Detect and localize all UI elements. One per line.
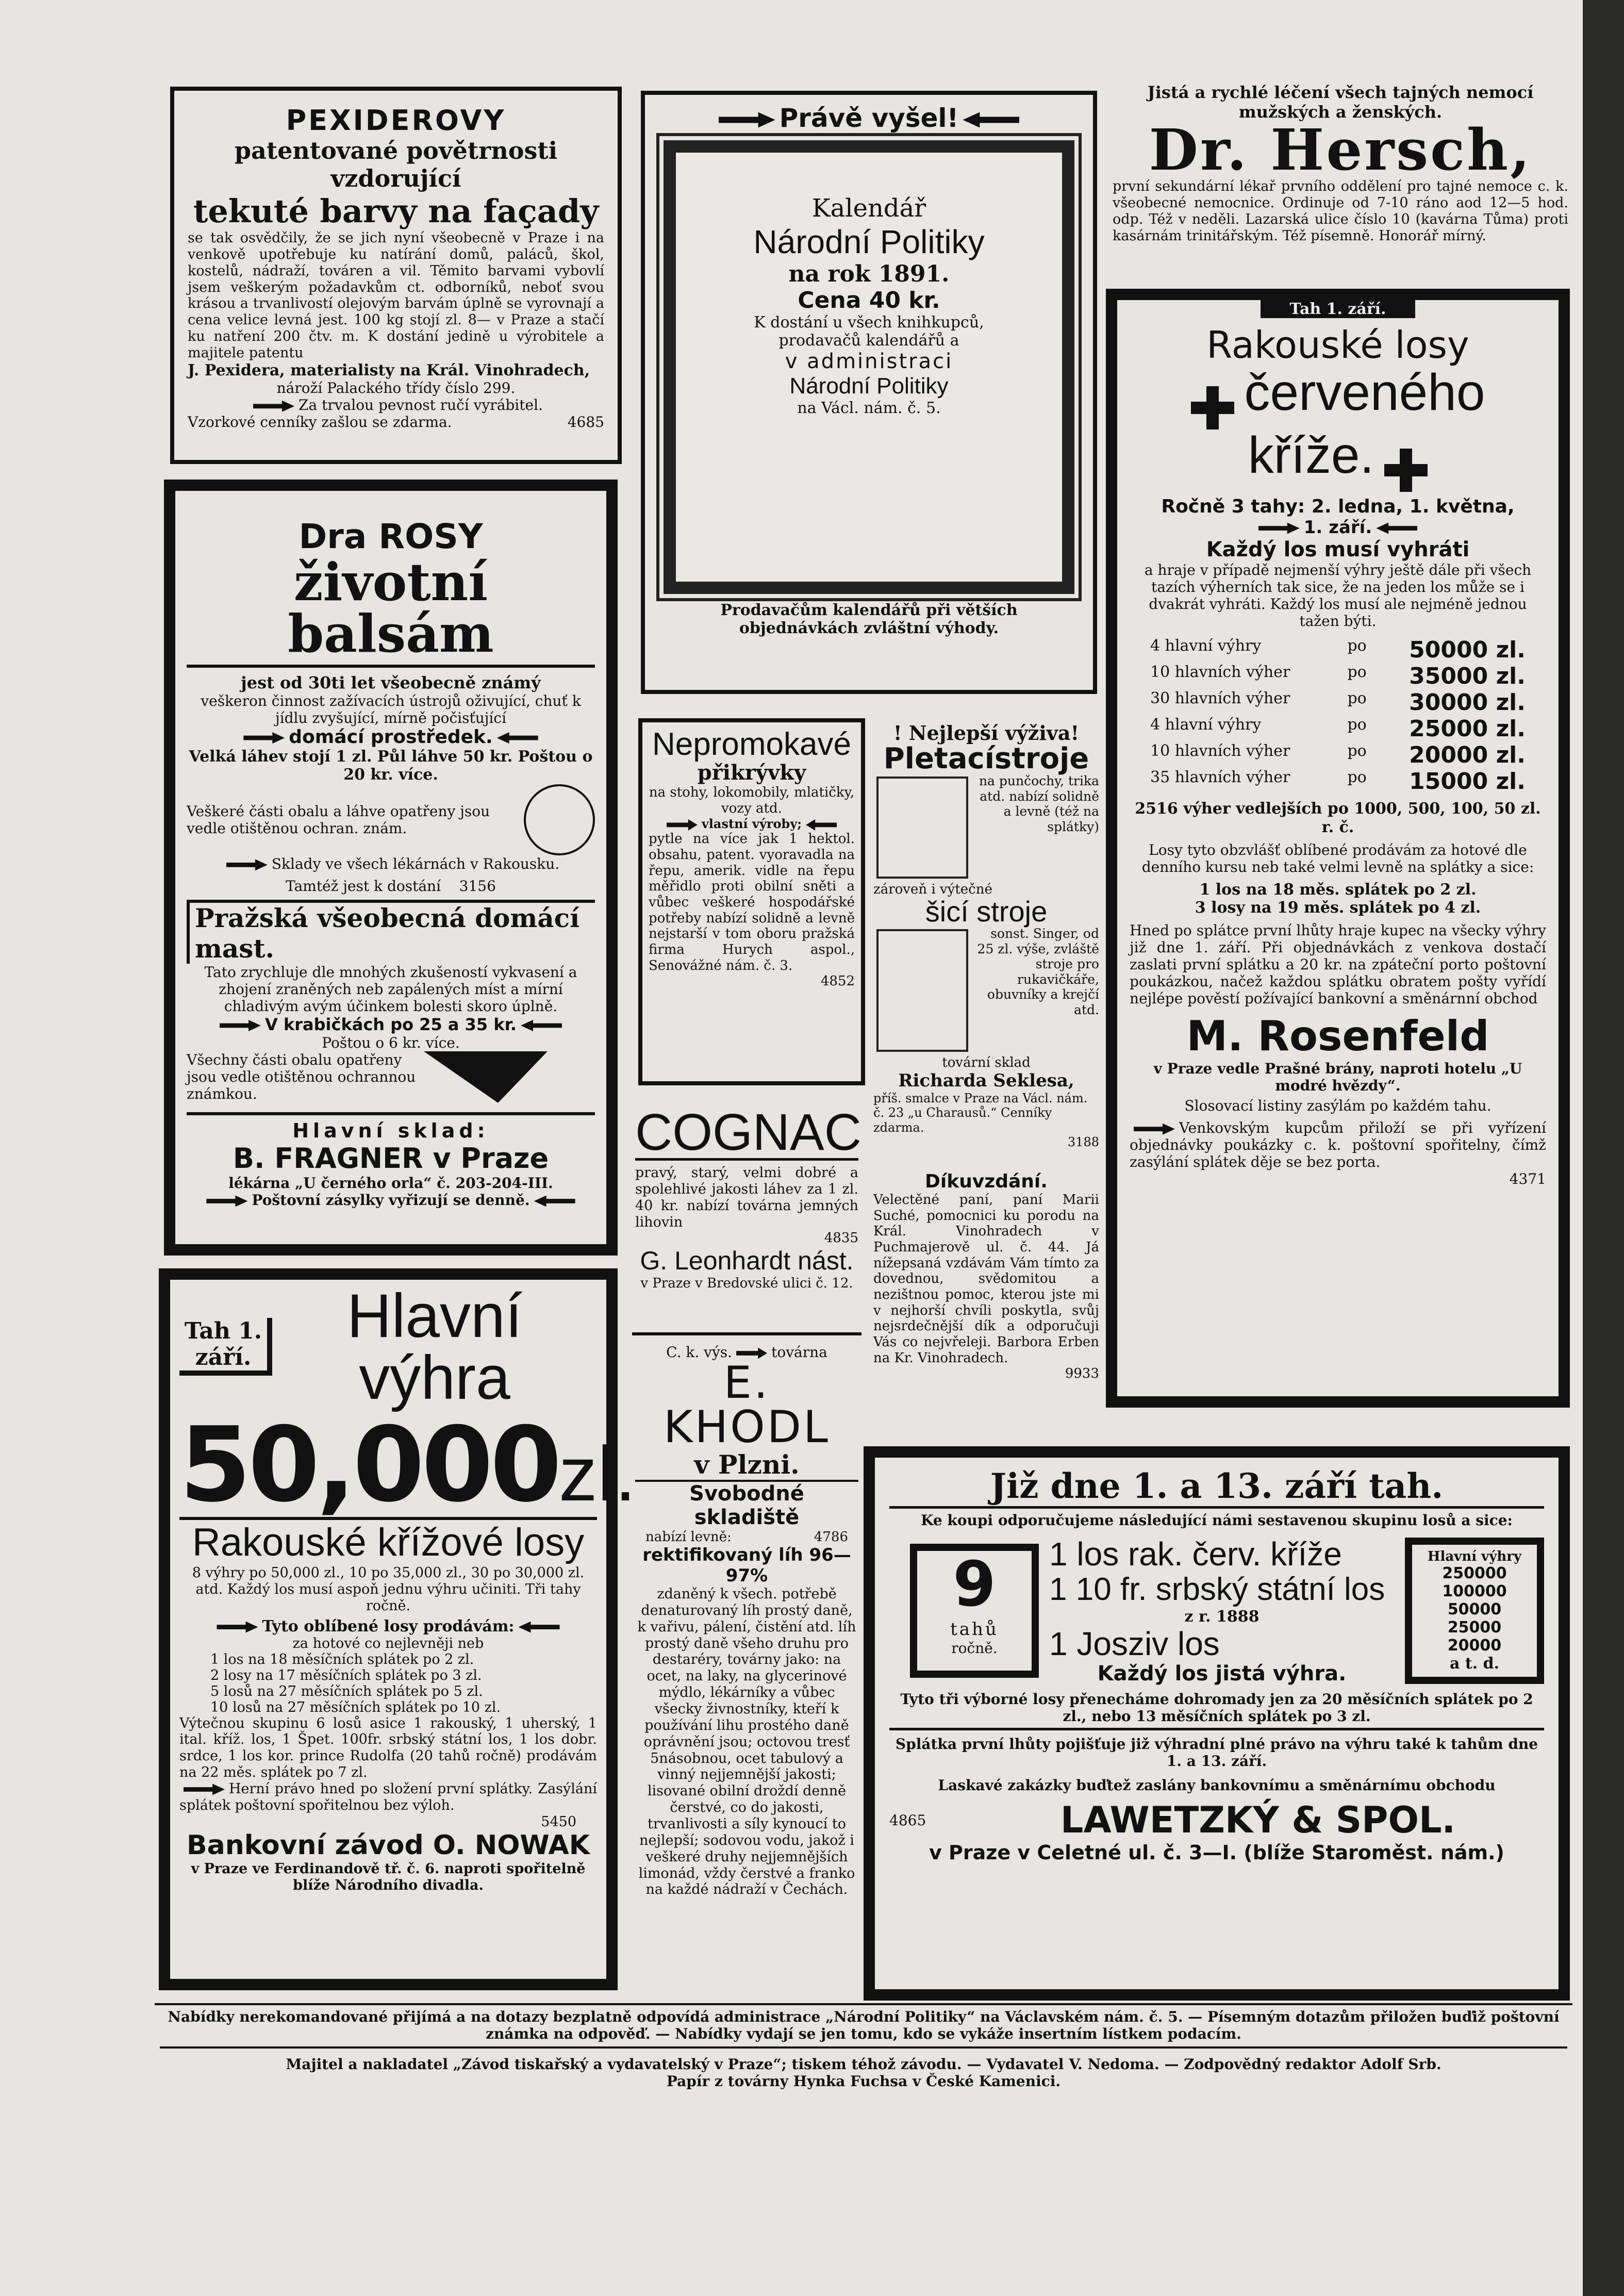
footer-line-3: Papír z továrny Hynka Fuchsa v České Kamenici. — [666, 2073, 1061, 2090]
rakouske-tab: Tah 1. září. — [1261, 300, 1415, 318]
pletaci-top: ! Nejlepší výživa! — [893, 721, 1080, 745]
nepro-title-2: přikrývky — [697, 761, 806, 785]
kalendar-line-6: v administraci — [785, 350, 953, 373]
pointing-hand-icon — [497, 732, 538, 744]
kalendar-ad — [641, 91, 1097, 694]
pointing-hand-icon — [206, 1195, 247, 1207]
cognac-ad — [632, 1103, 861, 1335]
lawetzky-number: 4865 — [889, 1811, 926, 1829]
rakouske-line-6: 1 los na 18 měs. splátek po 2 zl. — [1199, 880, 1477, 899]
rakouske-line-8: Hned po splátce první lhůty hraje kupec na všecky výhry již dne 1. září. Při objednávkách z venkova dostačí zaslati první splátku a 20 kr. na zpáteční porto poštovní poukázkou, načež každou splátku obratem pošty vyřídí nejlépe pověstí požívající bankovní a směnárnní obchod — [1130, 921, 1546, 1007]
pletaci-body-1: na punčochy, trika atd. nabízí solidně a levně (též na splátky) — [979, 773, 1099, 834]
page-footer — [155, 2003, 1572, 2117]
prize-label: 35 hlavních výher — [1150, 768, 1290, 787]
nepromokave-ad — [638, 718, 865, 1085]
pexider-subtitle-1: patentované povětrnosti vzdorující — [234, 137, 558, 192]
prize-po: po — [1347, 742, 1367, 761]
prize-label: 4 hlavní výhry — [1150, 637, 1262, 655]
nepro-tag: vlastní výroby; — [701, 816, 802, 832]
pexider-body: se tak osvědčily, že se jich nyní všeobecně v Praze i na venkově upotřebuje ku natírání domů, paláců, škol, kostelů, nádraží, továren a vil. Těmito barvami vybovlí jsem veškerým požadavkům ct. odborníků, neboť svou krásou a trvanlivostí olejovým barvám úplně se vyrovnají a cena velice levná jest. 100 kg stojí zl. 8— v Praze a stačí ku natření 200 čtv. m. K dostání jedině u výrobitele a majitele patentu — [188, 230, 604, 361]
pletaci-body-4: tovární sklad — [942, 1055, 1031, 1070]
kalendar-line-3: na rok 1891. — [788, 261, 950, 287]
prize-po: po — [1347, 768, 1367, 787]
knitting-machine-illustration — [876, 777, 968, 879]
lawetzky-line-4: Laskavé zakázky buďtež zaslány bankovnímu a směnárnímu obchodu — [938, 1777, 1496, 1794]
rakouske-line-5: Losy tyto obzvlášť oblíbené prodávám za hotové dle denního kursu neb také velmi levně na splátky a sice: — [1141, 841, 1534, 876]
pexider-maker: J. Pexidera, materialisty na Král. Vinohradech, — [188, 361, 590, 379]
rosy-mast-post: Poštou o 6 kr. více. — [322, 1034, 460, 1051]
rakouske-title-2: červeného kříže. — [1244, 364, 1485, 484]
pointing-hand-icon — [521, 1020, 562, 1031]
rakouske-line-10: Slosovací listiny zasýlám po každém tahu. — [1184, 1097, 1492, 1115]
rosy-post: Poštovní zásylky vyřizují se denně. — [252, 1191, 530, 1209]
tah-amount: 50,000 — [179, 1405, 559, 1525]
pexider-samples: Vzorkové cenníky zašlou se zdarma. — [188, 414, 452, 431]
rosy-sklad: Hlavní sklad: — [292, 1119, 489, 1142]
lawetzky-line-2: Tyto tři výborné losy přenecháme dohromady jen za 20 měsíčních splátek po 2 zl., nebo 13 měsíčních splátek po 3 zl. — [889, 1691, 1544, 1730]
pointing-hand-icon — [220, 1020, 261, 1031]
tah-currency: zl. — [558, 1430, 636, 1517]
lawetzky-address: v Praze v Celetné ul. č. 3—I. (blíže Staroměst. nám.) — [929, 1841, 1504, 1864]
rakouske-line-1b: 1. září. — [1303, 517, 1372, 538]
rakouske-title-1: Rakouské losy — [1206, 323, 1469, 367]
kalendar-ornamental-frame — [664, 140, 1074, 594]
rosy-mast-title: Pražská všeobecná domácí mast. — [187, 900, 595, 964]
prize-row — [1150, 742, 1526, 768]
tah-tab: Tah 1. září. — [179, 1318, 272, 1376]
lawetzky-ad — [864, 1446, 1570, 2001]
pointing-hand-icon — [667, 819, 698, 831]
hlavni-vyhry-value: 20000 — [1447, 1637, 1502, 1655]
pointing-hand-icon — [719, 112, 775, 128]
dikuvzdani-title: Díkuvzdání. — [925, 1171, 1048, 1192]
lawetzky-item-2: 1 10 fr. srbský státní los — [1049, 1572, 1385, 1608]
khodl-body: zdaněný k všech. potřebě denaturovaný líh prostý daně, k vařivu, pálení, čistění atd. líh prostý daně všeho druhu pro destaréry, továrny jako: na ocet, na laky, na glycerinové mýdlo, lékárníky a vůbec všecky živnostníky, kteří k používání lihu prostého daně oprávnění jsou; octovou tresť 5násobnou, ocet tabulový a vinný nejjemnější jakosti; lisované obilní droždí denně čerstvé, co do jakosti, trvanlivosti a síly kynoucí to nejlepší; sodovou vodu, jakož i veškeré druhy nejjemnějších limonád, vždy čerstvé a franko na každé nádraží v Čechách. — [637, 1586, 856, 1898]
rosy-line-7-number: 3156 — [459, 877, 496, 895]
pexider-number: 4685 — [567, 414, 604, 431]
pointing-hand-icon — [534, 1195, 575, 1207]
pointing-hand-icon — [243, 732, 285, 744]
prize-value: 50000 zl. — [1409, 637, 1526, 664]
pletaci-name: Richarda Seklesa, — [898, 1070, 1074, 1091]
khodl-prefix: C. k. výs. — [666, 1344, 733, 1361]
prize-label: 4 hlavní výhry — [1150, 716, 1262, 734]
rakouske-losy-ad — [1106, 289, 1570, 1408]
rosy-lekarna: lékárna „U černého orla“ č. 203-204-III. — [228, 1174, 553, 1192]
pletaci-number: 3188 — [1067, 1134, 1099, 1149]
khodl-prefix-2: továrna — [771, 1344, 827, 1361]
eagle-trademark-icon — [524, 784, 595, 855]
red-cross-icon — [1191, 386, 1234, 430]
nepro-body-1: na stohy, lokomobily, mlatičky, vozy atd. — [649, 785, 855, 816]
pointing-hand-icon — [217, 1622, 258, 1633]
rosy-fragner: B. FRAGNER v Praze — [233, 1142, 549, 1175]
lawetzky-title: Již dne 1. a 13. září tah. — [990, 1466, 1444, 1506]
cognac-address: v Praze v Bredovské ulici č. 12. — [640, 1276, 853, 1292]
cognac-title: COGNAC — [635, 1103, 861, 1161]
rakouske-line-3: a hraje v případě nejmenší výhry ještě dále při všech tazích výherních tak sice, že na jeden los může se i dvakrát vyhráti. Každý los musí ale nejméně jednou tažen býti. — [1144, 561, 1532, 630]
tahu-label: tahů — [950, 1619, 999, 1640]
prize-row — [1150, 689, 1526, 716]
khodl-number: 4786 — [814, 1529, 848, 1545]
prize-row — [1150, 768, 1526, 795]
hlavni-vyhry-value: 25000 — [1447, 1618, 1502, 1637]
khodl-line-2: rektifikovaný líh 96—97% — [642, 1545, 851, 1586]
kalendar-line-5: K dostání u všech knihkupců, prodavačů kalendářů a — [754, 313, 984, 350]
prize-value: 20000 zl. — [1409, 742, 1526, 769]
rakouske-line-7: 3 losy na 19 měs. splátek po 4 zl. — [1195, 898, 1481, 917]
prize-row — [1150, 716, 1526, 742]
footer-line-2: Majitel a nakladatel „Závod tiskařský a vydavatelský v Praze“; tiskem téhož závodu. — Vydavatel V. Nedoma. — Zodpovědný redaktor Adolf Srb. — [286, 2056, 1441, 2073]
nepro-number: 4852 — [820, 973, 855, 989]
pletaci-title-1: Pletacístroje — [883, 742, 1089, 775]
prize-po: po — [1347, 663, 1367, 682]
prize-row — [1150, 663, 1526, 689]
tah-rate-row: 10 losů na 27 měsíčních splátek po 10 zl. — [210, 1699, 501, 1715]
tah-title: Hlavní výhra — [346, 1281, 523, 1412]
rosy-line-4: Velká láhev stojí 1 zl. Půl láhve 50 kr. Poštou o 20 kr. více. — [189, 748, 593, 784]
rosy-line-2: veškeron činnost zažívacích ústrojů oživující, chuť k jídlu zvyšující, mírně počisťující — [201, 692, 581, 727]
rocne-label: ročně. — [951, 1640, 998, 1657]
prize-label: 10 hlavních výher — [1150, 663, 1290, 682]
hersch-top: Jistá a rychlé léčení všech tajných nemocí mužských a ženských. — [1147, 82, 1534, 122]
tahu-count: 9 — [953, 1549, 996, 1621]
tah-number: 5450 — [541, 1813, 576, 1830]
pointing-hand-icon — [253, 401, 294, 412]
pointing-hand-icon — [1258, 523, 1300, 534]
tah-line-5: Herní právo hned po složení první splátky. Zasýlání splátek poštovní spořitelnou bez výloh. — [179, 1781, 597, 1813]
prize-label: 10 hlavních výher — [1150, 742, 1290, 761]
prize-value: 15000 zl. — [1409, 768, 1526, 795]
lawetzky-item-1: 1 los rak. červ. kříže — [1049, 1535, 1342, 1573]
lawetzky-item-3: 1 Josziv los — [1049, 1625, 1220, 1662]
pletaci-body-3: sonst. Singer, od 25 zl. výše, zvláště stroje pro rukavičkáře, obuvníky a krejčí atd. — [977, 926, 1099, 1017]
khodl-store: Svobodné skladiště — [635, 1480, 858, 1529]
kalendar-footer: Prodavačům kalendářů při větších objednávkách zvláštní výhody. — [720, 601, 1018, 637]
lawetzky-line-1: Ke koupi odporučujeme následující námi sestavenou skupinu losů a sice: — [889, 1506, 1544, 1529]
khodl-city: v Plzni. — [694, 1449, 800, 1480]
pointing-hand-icon — [226, 859, 268, 870]
hlavni-vyhry-value: 100000 — [1442, 1582, 1507, 1601]
prize-table — [1130, 637, 1546, 795]
prize-label: 30 hlavních výher — [1150, 689, 1290, 708]
prize-value: 35000 zl. — [1409, 663, 1526, 690]
tah-line-3: za hotové co nejlevněji neb — [292, 1635, 484, 1651]
hersch-name: Dr. Hersch, — [1149, 117, 1532, 183]
pointing-hand-icon — [806, 819, 837, 831]
khodl-name: E. KHODL — [664, 1357, 830, 1453]
lawetzky-item-2b: z r. 1888 — [1184, 1607, 1260, 1626]
kalendar-line-8: na Václ. nám. č. 5. — [797, 399, 941, 417]
tah-address: v Praze ve Ferdinandově tř. č. 6. naproti spořitelně blíže Národního divadla. — [191, 1860, 586, 1893]
pletaci-body-2: zároveň i výtečné — [873, 882, 992, 897]
pexider-subtitle-2: tekuté barvy na façady — [193, 192, 599, 230]
rosy-title-1: Dra ROSY — [299, 517, 483, 556]
hersch-ad — [1108, 77, 1572, 268]
hlavni-vyhry-box — [1405, 1538, 1544, 1684]
tah-line-4: Výtečnou skupinu 6 losů asice 1 rakouský, 1 uherský, 1 ital. kříž. los, 1 Špet. 100fr. srbský státní los, 1 los dobr. srdce, 1 los kor. prince Rudolfa (20 tahů ročně) prodávám na 22 měs. splátek po 7 zl. — [179, 1715, 597, 1781]
pexider-guarantee: Za trvalou pevnost ručí vyrábitel. — [299, 397, 543, 414]
tah-bank: Bankovní závod O. NOWAK — [186, 1829, 590, 1861]
kalendar-line-1: Kalendář — [811, 194, 926, 223]
dikuvzdani-number: 9933 — [1065, 1366, 1099, 1382]
rakouske-line-1: Ročně 3 tahy: 2. ledna, 1. května, — [1161, 496, 1515, 517]
rakouske-line-2: Každý los musí vyhráti — [1206, 538, 1470, 561]
prize-po: po — [1347, 689, 1367, 708]
pointing-hand-icon — [1134, 1124, 1175, 1135]
kalendar-line-2: Národní Politiky — [753, 223, 985, 260]
prize-row — [1150, 637, 1526, 663]
cognac-body: pravý, starý, velmi dobré a spolehlivé jakosti láhev za 1 zl. 40 kr. nabízí továrna jemných lihovin — [635, 1165, 858, 1230]
tah-line-2: Tyto oblíbené losy prodávám: — [262, 1617, 515, 1636]
hlavni-vyhry-value: 250000 — [1442, 1564, 1507, 1583]
hersch-body: první sekundární lékař prvního oddělení pro tajné nemoce c. k. všeobecné nemocnice. Ordinuje od 7-10 ráno aod 12—5 hod. odp. Též v neděli. Lazarská ulice číslo 10 (kavárna Tůma) proti kasárnám trinitářským. Též písemně. Honorář mírný. — [1113, 178, 1568, 244]
nepro-body-2: pytle na více jak 1 hektol. obsahu, patent. vyoravadla na řepu, amerik. vidle na řepu měřidlo proti obilní sněti a vůbec veškeré hospodářské potřeby nabízí solidně a levně nejstarší v tom oboru pražská firma Hurych aspol., Senovážné nám. č. 3. — [649, 831, 855, 973]
pexider-address: nároží Palackého třídy číslo 299. — [276, 379, 516, 397]
rakouske-line-9: v Praze vedle Prašné brány, naproti hotelu „U modré hvězdy“. — [1153, 1060, 1522, 1095]
tah-subtitle: Rakouské křížové losy — [179, 1517, 597, 1565]
pletaci-body-5: příš. smalce v Praze na Václ. nám. č. 23 „u Charausů.“ Cenníky zdarma. — [873, 1091, 1088, 1135]
khodl-line-1: nabízí levně: — [645, 1529, 732, 1545]
rakouske-number: 4371 — [1509, 1170, 1546, 1188]
tah-rate-row: 1 los na 18 měsíčních splátek po 2 zl. — [210, 1651, 474, 1667]
rosy-line-7: Tamtéž jest k dostání — [286, 877, 441, 895]
rosy-mast-body: Tato zrychluje dle mnohých zkušeností vykvasení a zhojení zraněných neb zapálených míst a mírní chladivým avým účinkem bolesti skoro úplně. — [204, 963, 577, 1015]
rakouske-line-4: 2516 výher vedlejších po 1000, 500, 100, 50 zl. r. č. — [1135, 800, 1541, 836]
cognac-number: 4835 — [824, 1230, 858, 1246]
cognac-firm: G. Leonhardt nást. — [640, 1246, 854, 1276]
kalendar-line-7: Národní Politiky — [789, 373, 949, 399]
prize-value: 25000 zl. — [1409, 716, 1526, 742]
trademark-emblem-icon — [424, 1051, 548, 1103]
pexider-ad — [170, 87, 622, 464]
hlavni-vyhry-value: 50000 — [1447, 1600, 1502, 1619]
prize-po: po — [1347, 716, 1367, 734]
nepro-title-1: Nepromokavé — [652, 726, 851, 762]
pletaci-ad — [870, 718, 1102, 1167]
pointing-hand-icon — [963, 112, 1019, 128]
rosy-mast-price: V krabičkách po 25 a 35 kr. — [265, 1014, 517, 1034]
pointing-hand-icon — [1376, 523, 1417, 534]
rosy-mast-note: Všechny části obalu opatřeny jsou vedle otištěnou ochrannou známkou. — [187, 1051, 416, 1103]
rosy-line-3: domácí prostředek. — [289, 726, 493, 748]
sewing-machine-illustration — [876, 929, 968, 1052]
dikuvzdani-body: Velectěné paní, paní Marii Suché, pomocnici ku porodu na Král. Vinohradech v Puchmajerově ul. č. 44. Já nížepsaná vzdávám Vám tímto za dovednou, svědomitou a nezištnou pomoc, kterou jste mi v nejhorší chvíli poskytla, svůj nejsrdečnější dík a odporučuji Vás co nejvřeleji. Barbora Erben na Kr. Vinohradech. — [873, 1192, 1099, 1366]
rakouske-firm: M. Rosenfeld — [1186, 1012, 1489, 1061]
lawetzky-firm: LAWETZKÝ & SPOL. — [1060, 1799, 1456, 1842]
pointing-hand-icon — [519, 1622, 560, 1633]
lawetzky-item-4: Každý los jistá výhra. — [1097, 1662, 1347, 1686]
page-edge-shadow — [1583, 0, 1624, 2296]
rosy-ad — [164, 480, 618, 1256]
prize-po: po — [1347, 637, 1367, 655]
hlavni-vyhry-label: Hlavní výhry — [1427, 1549, 1522, 1565]
kalendar-header: Právě vyšel! — [779, 103, 959, 133]
tah-hlavni-vyhra-ad — [159, 1268, 636, 1990]
tah-rate-row: 2 losy na 17 měsíčních splátek po 3 zl. — [210, 1667, 482, 1683]
hlavni-vyhry-value: a t. d. — [1449, 1655, 1500, 1673]
red-cross-icon — [1384, 449, 1428, 492]
rosy-line-1: jest od 30ti let všeobecně známý — [241, 673, 541, 692]
rakouske-line-11: Venkovským kupcům přiloží se při vyřízení objednávky poukázky c. k. poštovní spořitelny, čímž zasýlání splátek děje se bez porta. — [1130, 1119, 1546, 1171]
rosy-line-6: Sklady ve všech lékárnách v Rakousku. — [271, 855, 560, 872]
lawetzky-line-3: Splátka první lhůty pojišťuje již výhradní plné právo na výhru také k tahům dne 1. a 13. září. — [895, 1736, 1538, 1770]
pointing-hand-icon — [184, 1784, 225, 1795]
khodl-ad — [632, 1341, 861, 2001]
pletaci-title-2: šicí stroje — [925, 895, 1048, 928]
pexider-title: PEXIDEROVY — [286, 104, 506, 137]
rosy-title-2: životní balsám — [187, 556, 595, 668]
footer-line-1: Nabídky nerekomandované přijímá a na dotazy bezplatně odpovídá administrace „Národní Politiky“ na Václavském nám. č. 5. — Písemným dotazům přiložen buďiž poštovní známka na odpověď. — Nabídky vydají se jen tomu, kdo se vykáže insertním lístkem podacím. — [160, 2008, 1567, 2049]
prize-value: 30000 zl. — [1409, 689, 1526, 716]
kalendar-price: Cena 40 kr. — [798, 287, 940, 313]
dikuvzdani-ad — [870, 1168, 1102, 1431]
tah-rate-row: 5 losů na 27 měsíčních splátek po 5 zl. — [210, 1683, 483, 1699]
tahu-box — [910, 1544, 1039, 1678]
tah-line-1: 8 výhry po 50,000 zl., 10 po 35,000 zl., 30 po 30,000 zl. atd. Každý los musí aspoň jednu výhru učiniti. Tři tahy ročně. — [192, 1565, 585, 1614]
rosy-line-5: Veškeré části obalu a láhve opatřeny jsou vedle otištěnou ochran. znám. — [187, 802, 490, 837]
